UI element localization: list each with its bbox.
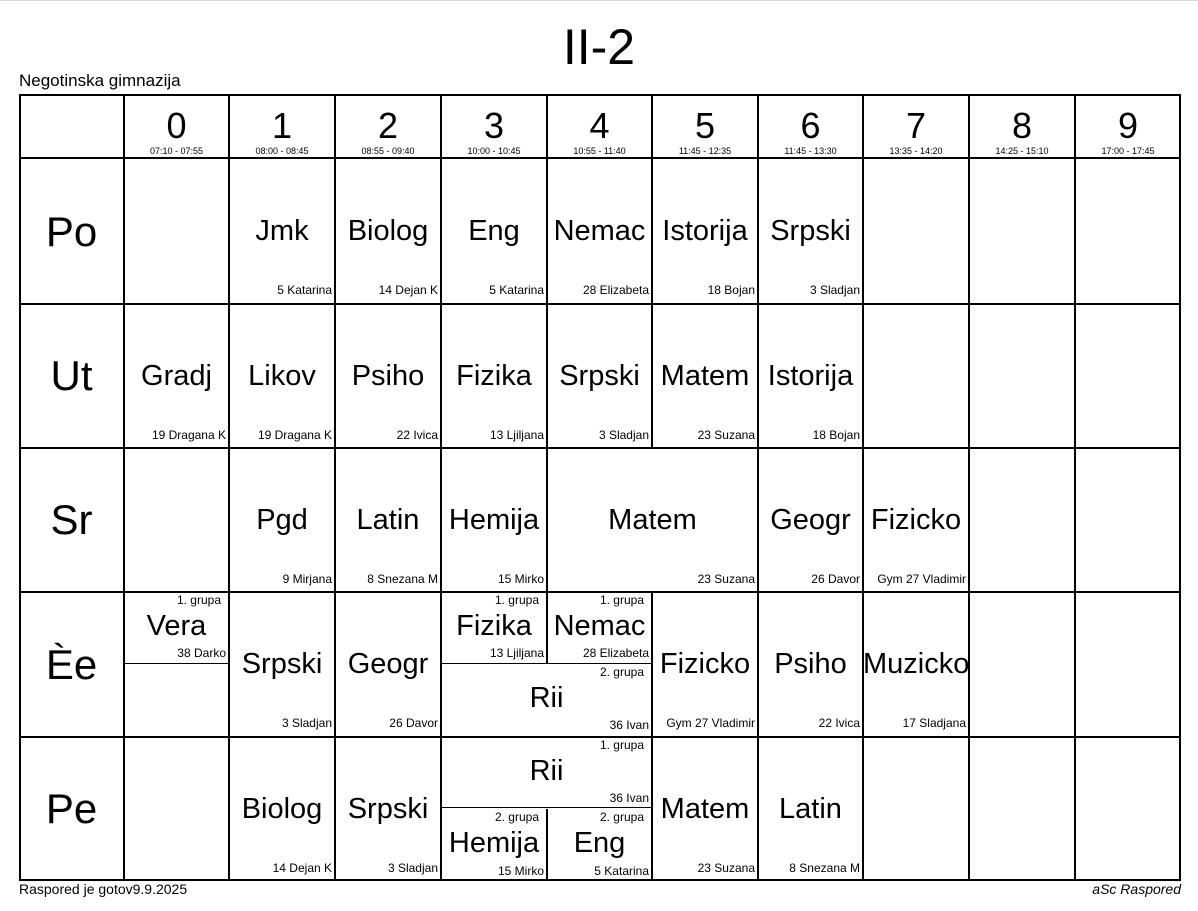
period-column-border [1074, 159, 1076, 304]
lesson-cell [652, 304, 758, 448]
period-number: 1 [271, 105, 293, 146]
subject-name: Rii [529, 755, 564, 787]
lesson-cell [652, 737, 758, 881]
room-teacher: 5 Katarina [594, 864, 649, 878]
subject-name: Matem [660, 360, 750, 392]
group-label: 1. grupa [494, 593, 539, 607]
subject-name: Gradj [141, 360, 212, 392]
period-time: 11:45 - 12:35 [678, 146, 732, 156]
subject-name: Fizicko [870, 504, 962, 536]
room-teacher: 36 Ivan [609, 791, 649, 805]
subject-name: Latin [779, 793, 842, 825]
day-label: Sr [50, 496, 93, 543]
lesson-cell [229, 592, 335, 736]
room-teacher: 5 Katarina [489, 283, 544, 297]
room-teacher: 14 Dejan K [378, 283, 438, 297]
group-label: 1. grupa [599, 738, 644, 752]
subject-name: Hemija [448, 827, 540, 859]
period-time: 08:55 - 09:40 [361, 146, 415, 156]
group-label: 1. grupa [176, 593, 221, 607]
lesson-cell [441, 592, 547, 663]
subject-name: Srpski [770, 215, 851, 247]
top-divider [0, 0, 1198, 1]
lesson-cell [441, 448, 547, 592]
period-column-border [1074, 304, 1076, 448]
room-teacher: 3 Sladjan [598, 428, 649, 442]
subject-name: Hemija [448, 504, 540, 536]
school-name: Negotinska gimnazija [19, 71, 181, 90]
room-teacher: 23 Suzana [697, 861, 755, 875]
lesson-cell [547, 809, 652, 881]
room-teacher: 8 Snezana M [789, 861, 860, 875]
period-column-border [968, 737, 970, 881]
lesson-cell [863, 592, 969, 736]
room-teacher: 23 Suzana [697, 572, 755, 586]
room-teacher: 15 Mirko [497, 864, 544, 878]
group-label: 2. grupa [494, 810, 539, 824]
day-label: Pe [45, 785, 98, 832]
lesson-cell [229, 448, 335, 592]
room-teacher: 38 Darko [177, 646, 226, 660]
class-title: II-2 [562, 19, 636, 75]
subject-name: Matem [660, 793, 750, 825]
room-teacher: 28 Elizabeta [582, 283, 649, 297]
period-column-border [1074, 737, 1076, 881]
period-time: 13:35 - 14:20 [889, 146, 943, 156]
lesson-cell [441, 304, 547, 448]
subject-name: Srpski [241, 648, 323, 680]
lesson-cell [547, 304, 652, 448]
period-number: 4 [589, 105, 610, 146]
lesson-cell [229, 737, 335, 881]
period-number: 5 [694, 105, 716, 146]
subject-name: Fizika [456, 610, 532, 642]
subject-name: Nemac [553, 215, 646, 247]
subject-name: Eng [468, 215, 520, 247]
period-column-border [1074, 448, 1076, 592]
subject-name: Psiho [774, 648, 847, 680]
period-number: 0 [166, 105, 187, 146]
subject-name: Srpski [347, 793, 429, 825]
generated-note: Raspored je gotov9.9.2025 [19, 881, 188, 897]
lesson-cell [441, 664, 652, 736]
lesson-cell [652, 592, 758, 736]
room-teacher: 26 Davor [811, 572, 860, 586]
period-number: 6 [800, 105, 821, 146]
room-teacher: 9 Mirjana [282, 572, 332, 586]
subject-name: Eng [573, 827, 626, 859]
subject-name: Pgd [256, 504, 308, 536]
subject-name: Srpski [559, 360, 640, 392]
group-label: 2. grupa [599, 665, 644, 679]
software-credit: aSc Raspored [1092, 881, 1181, 897]
subject-name: Geogr [347, 648, 429, 680]
subject-name: Latin [356, 504, 420, 536]
period-time: 11:45 - 13:30 [784, 146, 837, 156]
room-teacher: 14 Dejan K [272, 861, 332, 875]
lesson-cell [547, 592, 652, 663]
group-label: 2. grupa [599, 810, 644, 824]
lesson-cell [335, 737, 441, 881]
lesson-cell [863, 448, 969, 592]
period-time: 14:25 - 15:10 [995, 146, 1049, 156]
room-teacher: 3 Sladjan [281, 716, 332, 730]
lesson-cell [758, 448, 863, 592]
room-teacher: 3 Sladjan [387, 861, 438, 875]
period-column-border [968, 304, 970, 448]
subject-name: Biolog [241, 793, 323, 825]
room-teacher: 13 Ljiljana [489, 428, 544, 442]
lesson-cell [547, 448, 758, 592]
period-time: 08:00 - 08:45 [255, 146, 309, 156]
lesson-cell [441, 159, 547, 303]
period-time: 07:10 - 07:55 [149, 146, 204, 156]
room-teacher: 8 Snezana M [367, 572, 438, 586]
subject-name: Istorija [767, 360, 854, 392]
room-teacher: 3 Sladjan [809, 283, 860, 297]
period-time: 10:00 - 10:45 [467, 146, 521, 156]
period-number: 7 [905, 105, 927, 146]
day-label: Po [45, 207, 98, 255]
room-teacher: 22 Ivica [396, 428, 438, 442]
lesson-cell [124, 304, 229, 448]
lesson-cell [758, 737, 863, 881]
room-teacher: 19 Dragana K [257, 428, 332, 442]
room-teacher: 17 Sladjana [902, 716, 966, 730]
lesson-cell [547, 159, 652, 303]
lesson-cell [335, 592, 441, 736]
subject-name: Fizicko [659, 648, 751, 680]
subject-name: Jmk [255, 215, 309, 247]
subject-name: Nemac [553, 610, 646, 642]
lesson-cell [335, 304, 441, 448]
period-time: 17:00 - 17:45 [1101, 146, 1155, 156]
subject-name: Likov [248, 360, 316, 392]
room-teacher: Gym 27 Vladimir [666, 716, 755, 730]
lesson-cell [335, 159, 441, 303]
room-teacher: 22 Ivica [818, 716, 860, 730]
room-teacher: 18 Bojan [812, 428, 860, 442]
day-label: Èe [45, 640, 98, 688]
subject-name: Vera [146, 610, 207, 642]
room-teacher: 18 Bojan [707, 283, 755, 297]
room-teacher: Gym 27 Vladimir [877, 572, 966, 586]
lesson-cell [229, 159, 335, 303]
subject-name: Rii [529, 682, 564, 714]
room-teacher: 15 Mirko [497, 572, 544, 586]
lesson-cell [441, 809, 547, 881]
lesson-cell [124, 592, 229, 663]
period-number: 3 [483, 105, 505, 146]
subject-name: Istorija [662, 215, 748, 247]
period-column-border [968, 159, 970, 304]
lesson-cell [758, 159, 863, 303]
room-teacher: 5 Katarina [277, 283, 332, 297]
subject-name: Geogr [770, 504, 851, 536]
group-divider [124, 663, 229, 664]
lesson-cell [335, 448, 441, 592]
lesson-cell [441, 737, 652, 808]
subject-name: Fizika [456, 360, 532, 392]
group-label: 1. grupa [599, 593, 644, 607]
room-teacher: 26 Davor [389, 716, 438, 730]
lesson-cell [758, 304, 863, 448]
subject-name: Muzicko [863, 648, 969, 680]
lesson-cell [758, 592, 863, 736]
room-teacher: 28 Elizabeta [582, 646, 649, 660]
subject-name: Matem [608, 504, 697, 536]
subject-name: Biolog [347, 215, 429, 247]
lesson-cell [229, 304, 335, 448]
period-number: 2 [377, 105, 399, 146]
room-teacher: 23 Suzana [697, 428, 755, 442]
period-time: 10:55 - 11:40 [573, 146, 626, 156]
period-number: 8 [1011, 105, 1033, 146]
day-label: Ut [50, 352, 93, 399]
period-number: 9 [1117, 105, 1139, 146]
subject-name: Psiho [351, 360, 425, 392]
room-teacher: 36 Ivan [609, 718, 649, 732]
period-column-border [1074, 592, 1076, 737]
room-teacher: 13 Ljiljana [489, 646, 544, 660]
room-teacher: 19 Dragana K [151, 428, 226, 442]
lesson-cell [652, 159, 758, 303]
